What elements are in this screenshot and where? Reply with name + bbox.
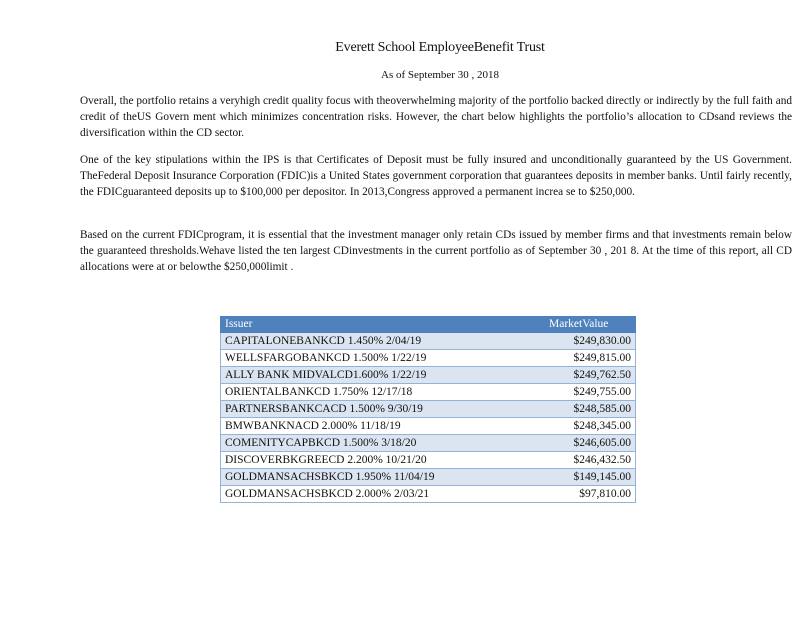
issuer-cell: GOLDMANSACHSBKCD 2.000% 2/03/21 (221, 486, 545, 503)
paragraph-fdic-stipulation: One of the key stipulations within the IPS is that Certificates of Deposit must be fully insured and unconditionally guaranteed by the US Government. TheFederal Deposit Insurance Corporation (FDIC)is a United States government corporation that guarantees deposits in member banks. Until fairly recently, the FDICguaranteed deposits up to $100,000 per depositor. In 2013,Congress approved a permanent increa se to $250,000. (80, 154, 792, 198)
issuer-cell: ORIENTALBANKCD 1.750% 12/17/18 (221, 384, 545, 401)
table-row (221, 384, 636, 401)
date-line: As of September 30 , 2018 (381, 69, 499, 81)
column-header-issuer: Issuer (221, 317, 545, 333)
issuer-cell: PARTNERSBANKCACD 1.500% 9/30/19 (221, 401, 545, 418)
table-row (221, 418, 636, 435)
table-row (221, 452, 636, 469)
issuer-cell: DISCOVERBKGREECD 2.200% 10/21/20 (221, 452, 545, 469)
table-header-row (221, 317, 636, 333)
issuer-cell: WELLSFARGOBANKCD 1.500% 1/22/19 (221, 350, 545, 367)
market-value-cell: $97,810.00 (545, 486, 636, 503)
market-value-cell: $249,815.00 (545, 350, 636, 367)
cd-holdings-table (220, 316, 636, 503)
issuer-cell: COMENITYCAPBKCD 1.500% 3/18/20 (221, 435, 545, 452)
table-row (221, 486, 636, 503)
paragraph-fdic-program: Based on the current FDICprogram, it is essential that the investment manager only retain CDs issued by member firms and that investments remain below the guaranteed thresholds.Wehave listed the ten largest CDinvestments in the current portfolio as of September 30 , 201 8. At the time of this report, all CD allocations were at or belowthe $250,000limit . (80, 229, 792, 273)
paragraph-overview: Overall, the portfolio retains a veryhigh credit quality focus with theoverwhelming majority of the portfolio backed directly or indirectly by the full faith and credit of theUS Govern ment which minimizes concentration risks. However, the chart below highlights the portfolio’s allocation to CDsand reviews the diversification within the CD sector. (80, 95, 792, 139)
table-row (221, 435, 636, 452)
issuer-cell: ALLY BANK MIDVALCD1.600% 1/22/19 (221, 367, 545, 384)
market-value-cell: $248,345.00 (545, 418, 636, 435)
document-title: Everett School EmployeeBenefit Trust (335, 40, 545, 55)
issuer-cell: GOLDMANSACHSBKCD 1.950% 11/04/19 (221, 469, 545, 486)
market-value-cell: $246,432.50 (545, 452, 636, 469)
column-header-market-value: MarketValue (545, 317, 636, 333)
market-value-cell: $249,755.00 (545, 384, 636, 401)
table-row (221, 401, 636, 418)
market-value-cell: $249,830.00 (545, 333, 636, 350)
market-value-cell: $249,762.50 (545, 367, 636, 384)
table-row (221, 469, 636, 486)
issuer-cell: BMWBANKNACD 2.000% 11/18/19 (221, 418, 545, 435)
market-value-cell: $246,605.00 (545, 435, 636, 452)
market-value-cell: $248,585.00 (545, 401, 636, 418)
table-row (221, 350, 636, 367)
table-row (221, 367, 636, 384)
issuer-cell: CAPITALONEBANKCD 1.450% 2/04/19 (221, 333, 545, 350)
table-row (221, 333, 636, 350)
market-value-cell: $149,145.00 (545, 469, 636, 486)
